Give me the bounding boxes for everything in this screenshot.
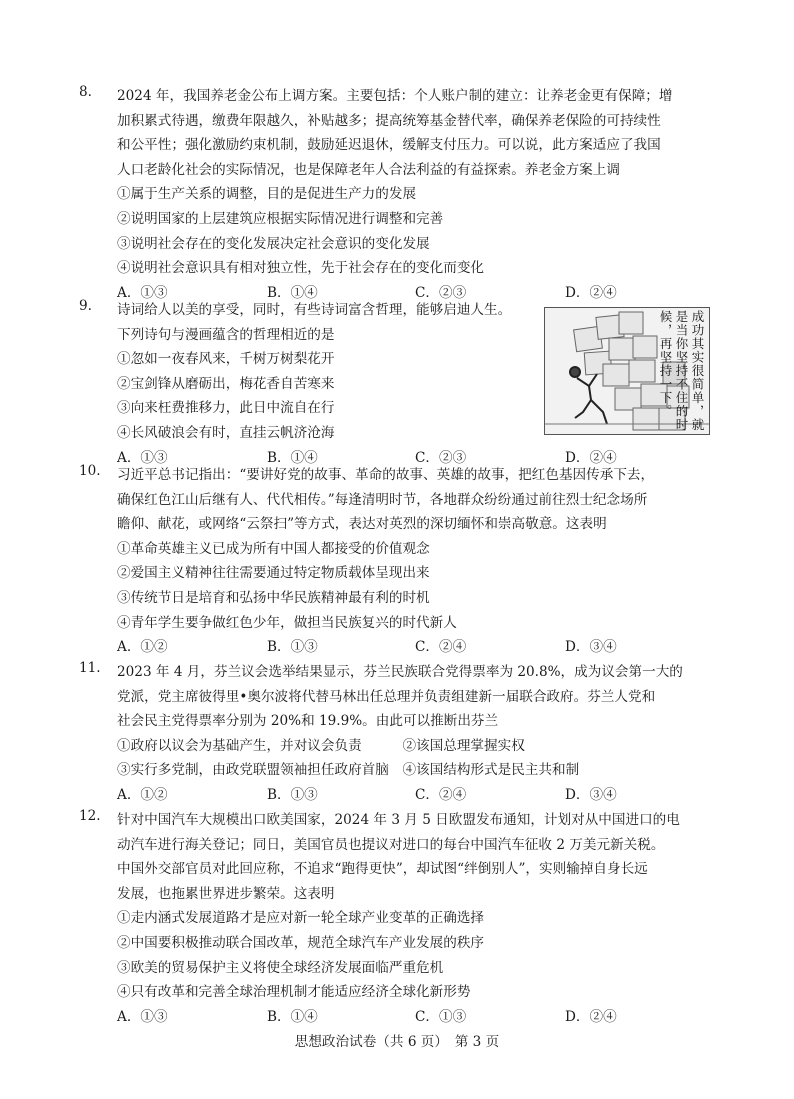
option-b[interactable]: B．①③ bbox=[267, 639, 318, 656]
comic-caption: 成功其实很简单，就是当你坚持不住的时候，再坚持一下。 bbox=[658, 310, 705, 432]
question-text-line: 社会民主党得票率分别为 20%和 19.9%。由此可以推断出芬兰 bbox=[117, 713, 499, 730]
statement-4: ④说明社会意识具有相对独立性，先于社会存在的变化而变化 bbox=[117, 260, 485, 277]
comic-illustration bbox=[544, 307, 710, 435]
question-text-line: 瞻仰、献花，或网络“云祭扫”等方式，表达对英烈的深切缅怀和崇高敬意。这表明 bbox=[117, 516, 607, 533]
option-d[interactable]: D．③④ bbox=[565, 639, 617, 656]
option-d[interactable]: D．③④ bbox=[565, 786, 617, 803]
question-text-line: 习近平总书记指出：“要讲好党的故事、革命的故事、英雄的故事，把红色基因传承下去， bbox=[117, 467, 655, 483]
statement-2: ②宝剑锋从磨砺出，梅花香自苦寒来 bbox=[117, 375, 335, 392]
question-8 bbox=[79, 84, 732, 305]
statement-1: ①属于生产关系的调整，目的是促进生产力的发展 bbox=[117, 186, 417, 203]
statement-4: ④青年学生要争做红色少年，做担当民族复兴的时代新人 bbox=[117, 614, 457, 631]
question-text-line: 加积累式待遇，缴费年限越久，补贴越多；提高统筹基金替代率，确保养老保险的可持续性 bbox=[117, 112, 661, 129]
question-text-line: 动汽车进行海关登记；同日，美国官员也提议对进口的每台中国汽车征收 2 万美元新关税。 bbox=[117, 836, 665, 853]
statement-1: ①革命英雄主义已成为所有中国人都接受的价值观念 bbox=[117, 540, 430, 557]
answer-options bbox=[117, 635, 732, 660]
option-d[interactable]: D．②④ bbox=[565, 284, 617, 301]
option-c[interactable]: C．②③ bbox=[415, 449, 467, 466]
option-c[interactable]: C．①③ bbox=[415, 1008, 467, 1025]
option-c[interactable]: C．②③ bbox=[415, 284, 467, 301]
answer-options bbox=[117, 783, 732, 808]
option-a[interactable]: A．①③ bbox=[117, 1008, 168, 1025]
question-12 bbox=[79, 808, 732, 1029]
option-b[interactable]: B．①③ bbox=[267, 786, 318, 803]
answer-options bbox=[117, 1005, 732, 1030]
question-text-line: 党派，党主席彼得里•奥尔波将代替马林出任总理并负责组建新一届联合政府。芬兰人党和 bbox=[117, 688, 656, 705]
option-a[interactable]: A．①② bbox=[117, 639, 168, 656]
option-d[interactable]: D．②④ bbox=[565, 1008, 617, 1025]
statement-4: ④只有改革和完善全球治理机制才能适应经济全球化新形势 bbox=[117, 984, 471, 1001]
question-number: 10. bbox=[79, 463, 101, 479]
question-text-line: 2024 年，我国养老金公布上调方案。主要包括：个人账户制的建立：让养老金更有保障；增 bbox=[117, 88, 673, 104]
question-10 bbox=[79, 463, 732, 660]
question-text-line: 确保红色江山后继有人、代代相传。”每逢清明时节，各地群众纷纷通过前往烈士纪念场所 bbox=[117, 491, 648, 508]
question-text-line: 中国外交部官员对此回应称，不追求“跑得更快”，却试图“绊倒别人”，实则输掉自身长远 bbox=[117, 861, 648, 878]
statement-3: ③欧美的贸易保护主义将使全球经济发展面临严重危机 bbox=[117, 959, 444, 976]
option-b[interactable]: B．①④ bbox=[267, 1008, 318, 1025]
statement-4: ④长风破浪会有时，直挂云帆济沧海 bbox=[117, 424, 335, 441]
statement-3: ③向来枉费推移力，此日中流自在行 bbox=[117, 400, 335, 417]
statement-2: ②中国要积极推动联合国改革，规范全球汽车产业发展的秩序 bbox=[117, 934, 485, 951]
question-number: 8. bbox=[79, 84, 92, 100]
statement-2: ②爱国主义精神往往需要通过特定物质载体呈现出来 bbox=[117, 565, 430, 582]
option-d[interactable]: D．②④ bbox=[565, 449, 617, 466]
question-text-line: 发展，也拖累世界进步繁荣。这表明 bbox=[117, 885, 335, 902]
question-number: 11. bbox=[79, 660, 101, 676]
statement-row: ①政府以议会为基础产生，并对议会负责 ②该国总理掌握实权 bbox=[117, 737, 525, 754]
question-number: 9. bbox=[79, 298, 92, 314]
question-11 bbox=[79, 660, 732, 808]
page-footer: 思想政治试卷（共 6 页） 第 3 页 bbox=[294, 1034, 500, 1050]
question-number: 12. bbox=[79, 808, 101, 824]
option-a[interactable]: A．①③ bbox=[117, 284, 168, 301]
question-text-line: 人口老龄化社会的实际情况，也是保障老年人合法利益的有益探索。养老金方案上调 bbox=[117, 161, 620, 178]
option-b[interactable]: B．①④ bbox=[267, 284, 318, 301]
question-text-line: 2023 年 4 月，芬兰议会选举结果显示，芬兰民族联合党得票率为 20.8%，成为议会第一大的 bbox=[117, 664, 683, 680]
statement-2: ②说明国家的上层建筑应根据实际情况进行调整和完善 bbox=[117, 210, 444, 227]
statement-1: ①忽如一夜春风来，千树万树梨花开 bbox=[117, 351, 335, 368]
option-c[interactable]: C．②④ bbox=[415, 639, 467, 656]
option-a[interactable]: A．①③ bbox=[117, 449, 168, 466]
statement-row: ③实行多党制，由政党联盟领袖担任政府首脑 ④该国结构形式是民主共和制 bbox=[117, 762, 580, 779]
statement-3: ③说明社会存在的变化发展决定社会意识的变化发展 bbox=[117, 235, 430, 252]
question-text-line: 诗词给人以美的享受，同时，有些诗词富含哲理，能够启迪人生。 bbox=[117, 302, 512, 318]
option-c[interactable]: C．②④ bbox=[415, 786, 467, 803]
option-b[interactable]: B．①④ bbox=[267, 449, 318, 466]
statement-3: ③传统节日是培育和弘扬中华民族精神最有利的时机 bbox=[117, 589, 430, 606]
statement-1: ①走内涵式发展道路才是应对新一轮全球产业变革的正确选择 bbox=[117, 910, 485, 927]
option-a[interactable]: A．①② bbox=[117, 786, 168, 803]
question-text-line: 针对中国汽车大规模出口欧美国家，2024 年 3 月 5 日欧盟发布通知，计划对从中国进口的电 bbox=[117, 812, 680, 828]
question-text-line: 和公平性；强化激励约束机制，鼓励延迟退休，缓解支付压力。可以说，此方案适应了我国 bbox=[117, 137, 661, 154]
question-text-line: 下列诗句与漫画蕴含的哲理相近的是 bbox=[117, 326, 335, 343]
